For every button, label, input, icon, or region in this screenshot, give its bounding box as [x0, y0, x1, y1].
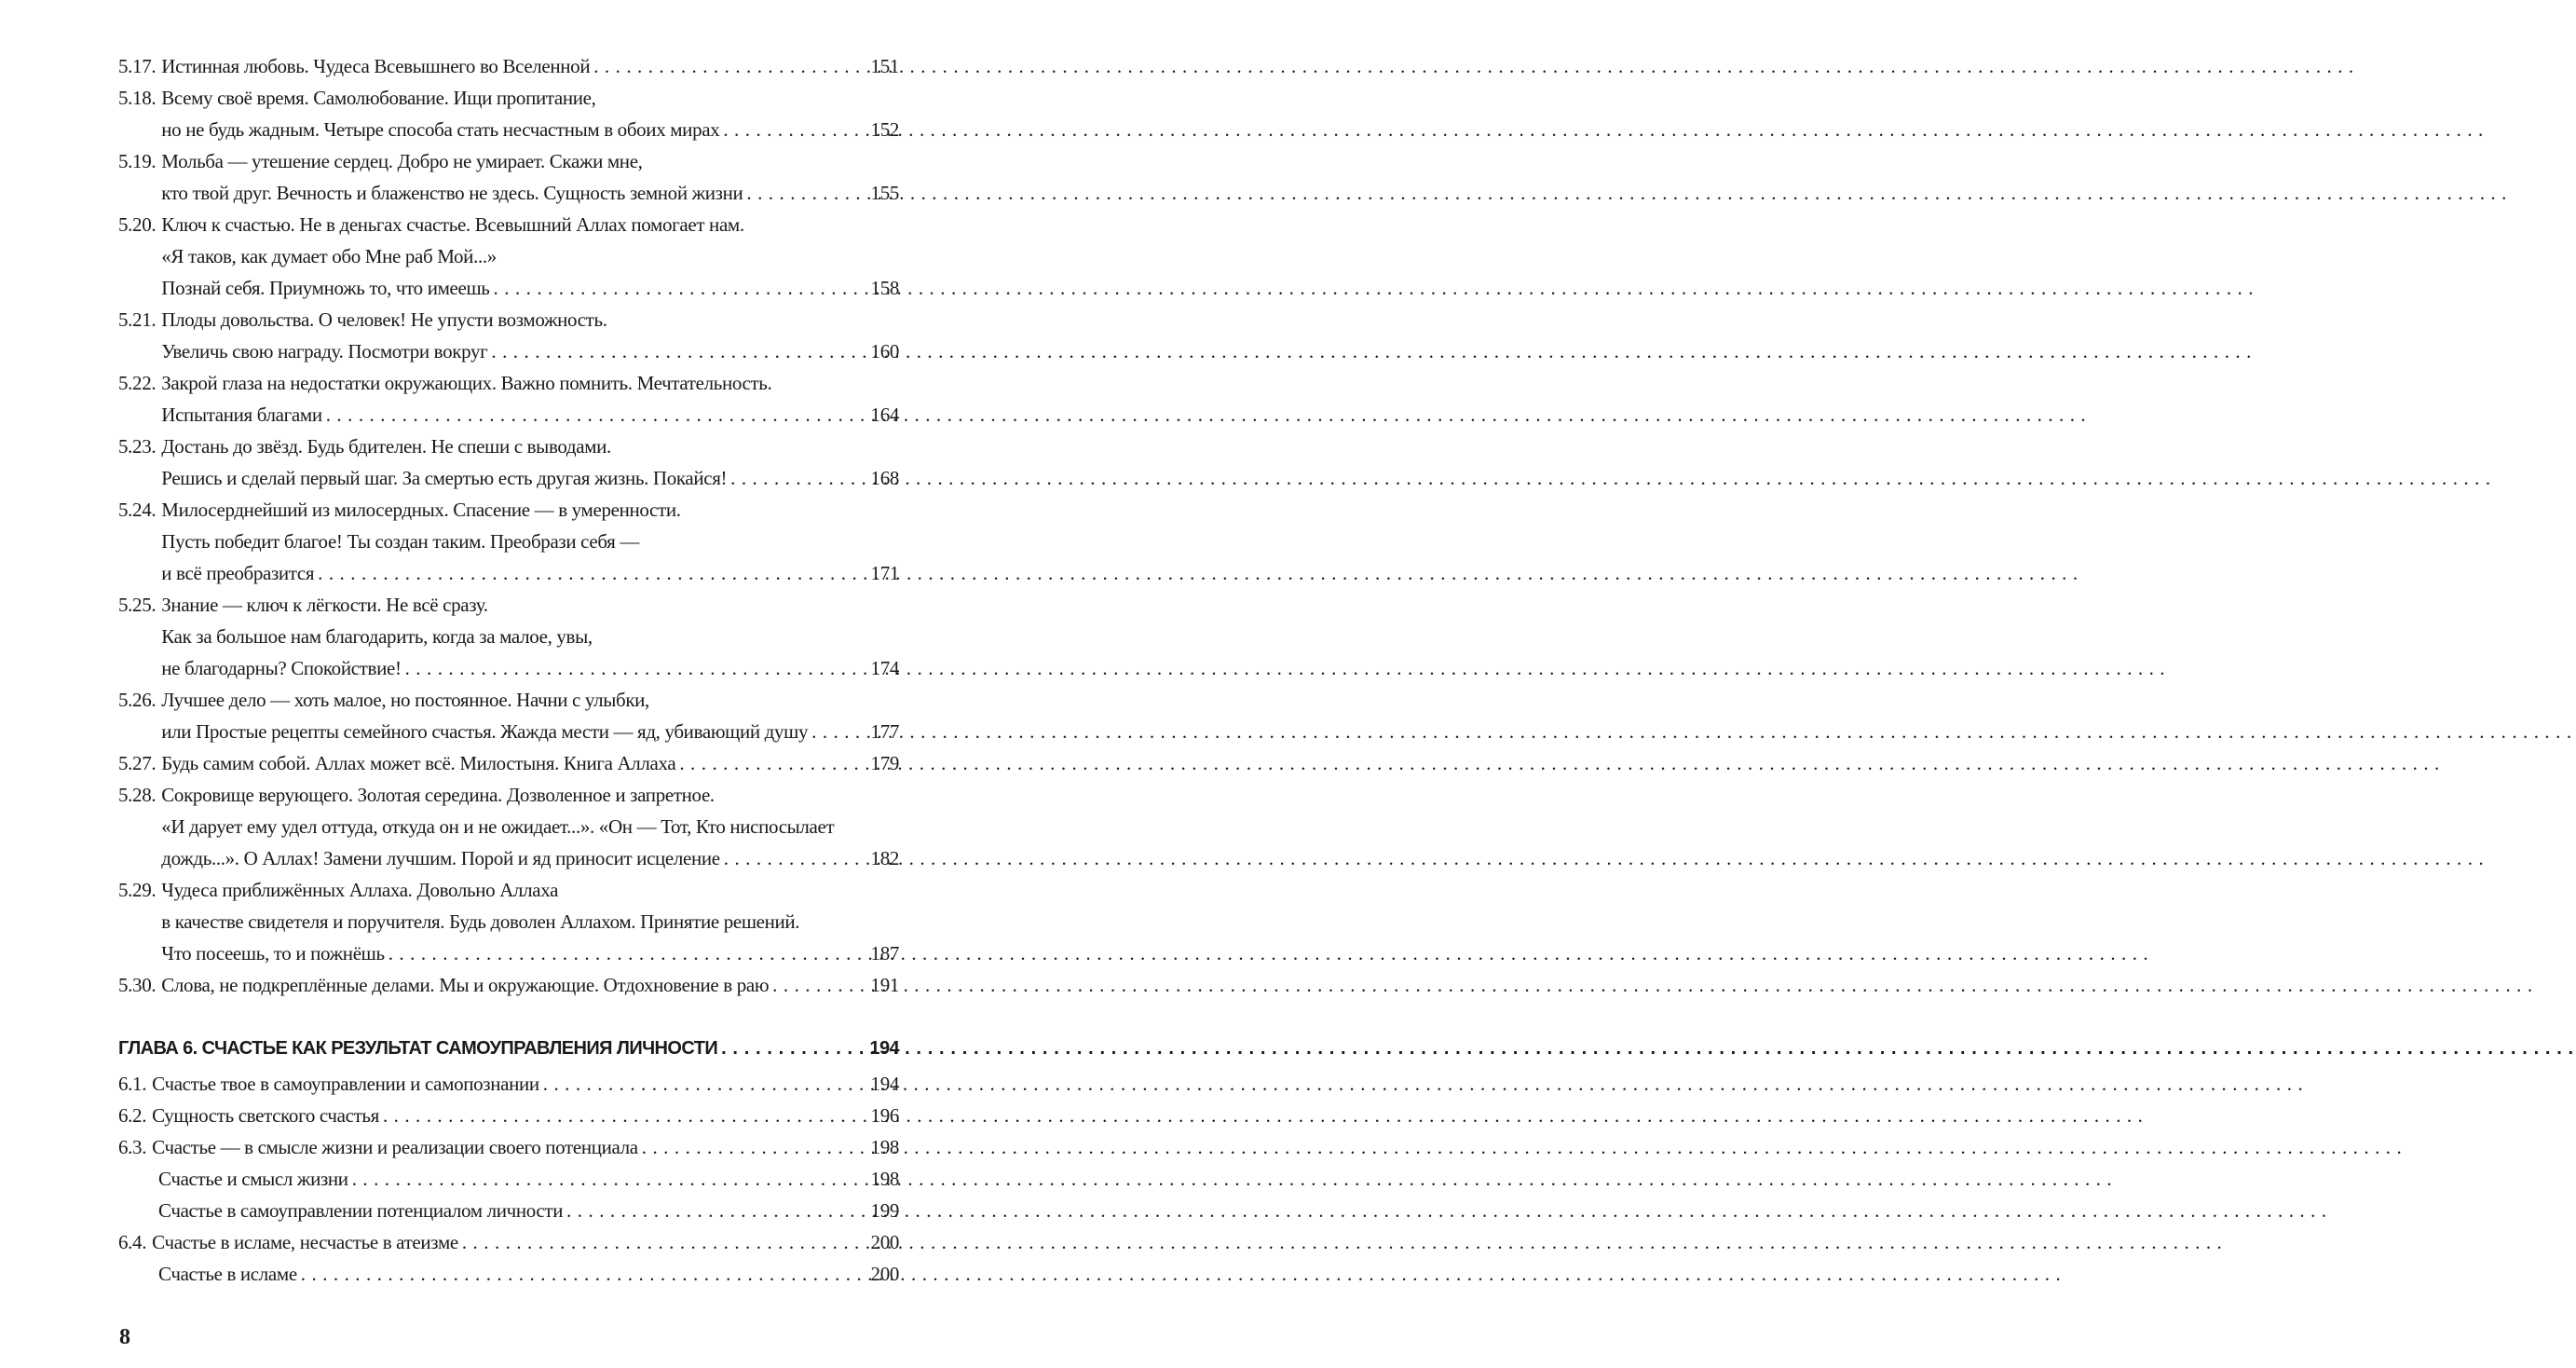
entry-title: Что посеешь, то и пожнёшь — [161, 942, 385, 964]
entry-page: 151 — [870, 55, 899, 77]
entry-title: Знание — ключ к лёгкости. Не всё сразу. — [161, 594, 488, 616]
entry-number: 5.23. — [118, 435, 157, 458]
entry-title: Закрой глаза на недостатки окружающих. Важно помнить. Мечтательность. — [161, 372, 772, 394]
dot-leader — [318, 557, 866, 589]
entry-title: Милосерднейший из милосердных. Спасение — в умеренности. — [161, 499, 681, 521]
toc-entry — [118, 145, 899, 209]
dot-leader — [721, 1033, 865, 1064]
entry-title: Всему своё время. Самолюбование. Ищи пропитание, — [161, 87, 596, 109]
dot-leader — [746, 177, 866, 209]
entry-title: Достань до звёзд. Будь бдителен. Не спеши с выводами. — [161, 435, 611, 458]
dot-leader — [772, 969, 866, 1001]
entry-title: в качестве свидетеля и поручителя. Будь доволен Аллахом. Принятие решений. — [161, 910, 800, 933]
dot-leader — [642, 1131, 867, 1163]
entry-number: 5.30. — [118, 974, 157, 996]
entry-page: 177 — [870, 720, 899, 743]
entry-title: и всё преобразится — [161, 562, 315, 584]
entry-number: 5.21. — [118, 308, 157, 331]
entry-page: 164 — [870, 404, 899, 426]
entry-number: 5.25. — [118, 594, 157, 616]
entry-page: 155 — [870, 182, 899, 204]
entry-title: Счастье в исламе — [158, 1263, 297, 1285]
entry-number: 5.26. — [118, 689, 157, 711]
dot-leader — [352, 1163, 867, 1195]
entry-page: 199 — [870, 1199, 899, 1222]
entry-title: Решись и сделай первый шаг. За смертью есть другая жизнь. Покайся! — [161, 467, 728, 489]
entry-page: 187 — [870, 942, 899, 964]
dot-leader — [723, 114, 866, 145]
entry-title: не благодарны? Спокойствие! — [161, 657, 402, 679]
entry-page: 174 — [870, 657, 899, 679]
entry-title: Счастье твое в самоуправлении и самопознании — [152, 1073, 539, 1095]
entry-title: Сокровище верующего. Золотая середина. Дозволенное и запретное. — [161, 784, 715, 806]
entry-title: Счастье — в смысле жизни и реализации своего потенциала — [152, 1136, 638, 1158]
dot-leader — [593, 50, 866, 82]
dot-leader — [494, 272, 867, 304]
dot-leader — [388, 937, 867, 969]
entry-page: 200 — [870, 1263, 899, 1285]
entry-title: кто твой друг. Вечность и блаженство не здесь. Сущность земной жизни — [161, 182, 743, 204]
toc-entry — [118, 50, 899, 82]
dot-leader — [462, 1226, 867, 1258]
toc-entry — [118, 82, 899, 145]
entry-title: Плоды довольства. О человек! Не упусти возможность. — [161, 308, 607, 331]
entry-number: 5.19. — [118, 150, 157, 172]
toc-entry — [118, 1068, 899, 1100]
toc-entry — [118, 367, 899, 431]
entry-page: 158 — [870, 277, 899, 299]
entry-title: Чудеса приближённых Аллаха. Довольно Аллаха — [161, 879, 559, 901]
entry-title: дождь...». О Аллах! Замени лучшим. Порой и яд приносит исцеление — [161, 847, 720, 869]
entry-number: 5.29. — [118, 879, 157, 901]
dot-leader — [679, 747, 866, 779]
entry-number: 5.22. — [118, 372, 157, 394]
entry-title: Счастье в самоуправлении потенциалом личности — [158, 1199, 564, 1222]
entry-title: Слова, не подкреплённые делами. Мы и окружающие. Отдохновение в раю — [161, 974, 770, 996]
dot-leader — [301, 1258, 867, 1290]
toc-entry — [118, 684, 899, 747]
toc-entry — [118, 589, 899, 684]
entry-title: Испытания благами — [161, 404, 322, 426]
chapter-title: ГЛАВА 6. СЧАСТЬЕ КАК РЕЗУЛЬТАТ САМОУПРАВЛЕНИЯ ЛИЧНОСТИ — [118, 1038, 718, 1059]
entry-page: 198 — [870, 1168, 899, 1190]
chapter-page: 194 — [869, 1038, 899, 1059]
toc-entry — [118, 1226, 899, 1258]
entry-title: Истинная любовь. Чудеса Всевышнего во Вселенной — [161, 55, 591, 77]
dot-leader — [491, 335, 866, 367]
toc-subentry — [118, 1258, 899, 1290]
entry-number: 5.27. — [118, 752, 157, 774]
dot-leader — [724, 842, 867, 874]
entry-page: 168 — [870, 467, 899, 489]
toc-subentry — [118, 1195, 899, 1226]
entry-number: 6.1. — [118, 1073, 147, 1095]
entry-title: Увеличь свою награду. Посмотри вокруг — [161, 340, 488, 363]
entry-title: Будь самим собой. Аллах может всё. Милостыня. Книга Аллаха — [161, 752, 676, 774]
toc-entry — [118, 747, 899, 779]
entry-page: 179 — [870, 752, 899, 774]
toc-entry — [118, 1131, 899, 1163]
entry-title: Познай себя. Приумножь то, что имеешь — [161, 277, 490, 299]
entry-page: 191 — [870, 974, 899, 996]
chapter-heading — [118, 1033, 899, 1064]
dot-leader — [543, 1068, 867, 1100]
entry-page: 194 — [870, 1073, 899, 1095]
entry-title: «Я таков, как думает обо Мне раб Мой...» — [161, 245, 497, 267]
dot-leader — [405, 652, 867, 684]
entry-title: Счастье и смысл жизни — [158, 1168, 348, 1190]
toc-entry — [118, 494, 899, 589]
entry-title: Ключ к счастью. Не в деньгах счастье. Всевышний Аллах помогает нам. — [161, 213, 744, 236]
entry-number: 5.18. — [118, 87, 157, 109]
dot-leader — [730, 462, 866, 494]
entry-title: но не будь жадным. Четыре способа стать несчастным в обоих мирах — [161, 118, 720, 141]
toc-entry — [118, 874, 899, 969]
toc-entry — [118, 209, 899, 304]
entry-number: 6.3. — [118, 1136, 147, 1158]
toc-entry — [118, 779, 899, 874]
entry-title: Пусть победит благое! Ты создан таким. Преобрази себя — — [161, 530, 640, 553]
toc-entry — [118, 1100, 899, 1131]
entry-title: «И дарует ему удел оттуда, откуда он и не ожидает...». «Он — Тот, Кто ниспосылает — [161, 815, 835, 838]
toc-entry — [118, 304, 899, 367]
entry-title: Как за большое нам благодарить, когда за малое, увы, — [161, 625, 593, 648]
entry-page: 200 — [870, 1231, 899, 1253]
entry-page: 198 — [870, 1136, 899, 1158]
entry-title: Счастье в исламе, несчастье в атеизме — [152, 1231, 458, 1253]
entry-number: 5.17. — [118, 55, 157, 77]
entry-number: 6.4. — [118, 1231, 147, 1253]
entry-number: 5.28. — [118, 784, 157, 806]
table-of-contents — [118, 50, 899, 1290]
toc-entry — [118, 969, 899, 1001]
dot-leader — [326, 399, 867, 431]
page-number: 8 — [119, 1325, 130, 1349]
dot-leader — [566, 1195, 866, 1226]
entry-number: 5.24. — [118, 499, 157, 521]
entry-page: 196 — [870, 1104, 899, 1127]
toc-entry — [118, 431, 899, 494]
entry-page: 171 — [870, 562, 899, 584]
entry-number: 5.20. — [118, 213, 157, 236]
entry-page: 152 — [870, 118, 899, 141]
entry-title: Мольба — утешение сердец. Добро не умирает. Скажи мне, — [161, 150, 643, 172]
entry-title: или Простые рецепты семейного счастья. Жажда мести — яд, убивающий душу — [161, 720, 809, 743]
entry-title: Лучшее дело — хоть малое, но постоянное. Начни с улыбки, — [161, 689, 649, 711]
entry-title: Сущность светского счастья — [152, 1104, 379, 1127]
dot-leader — [811, 716, 866, 747]
toc-subentry — [118, 1163, 899, 1195]
entry-number: 6.2. — [118, 1104, 147, 1127]
entry-page: 182 — [870, 847, 899, 869]
entry-page: 160 — [870, 340, 899, 363]
dot-leader — [383, 1100, 867, 1131]
